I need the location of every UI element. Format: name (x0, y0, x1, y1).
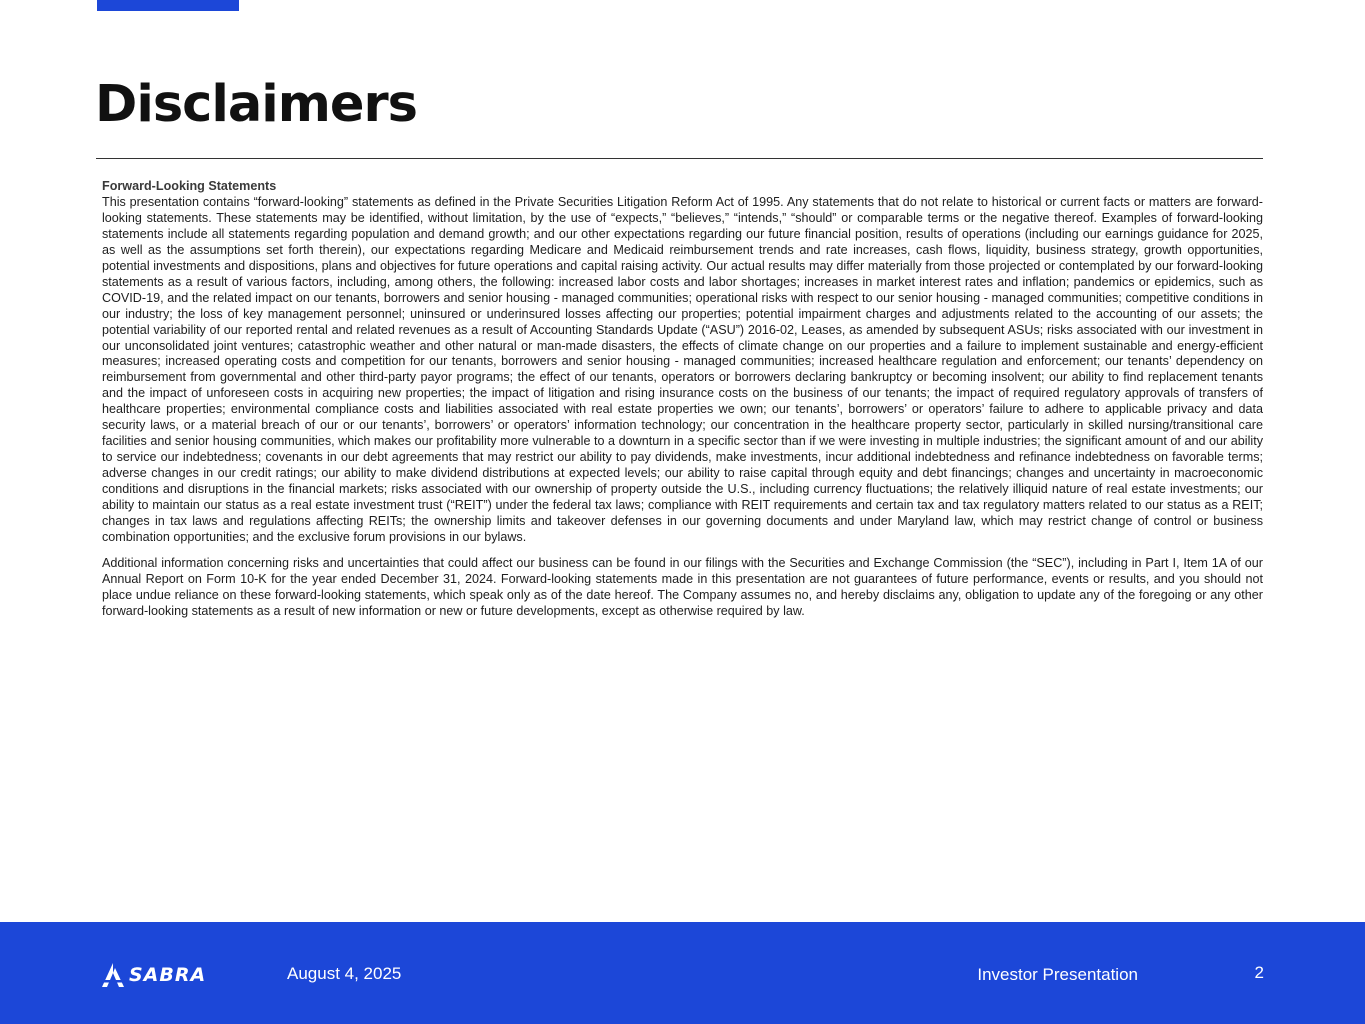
disclaimer-body (102, 179, 1263, 620)
page-number: 2 (1254, 963, 1264, 982)
disclaimer-paragraph-2: Additional information concerning risks and uncertainties that could affect our business can be found in our filings with the Securities and Exchange Commission (the “SEC”), including in Part I, Item 1A of our Annual Report on Form 10-K for the year ended December 31, 2024. Forward-looking statements made in this presentation are not guarantees of future performance, events or results, and you should not place undue reliance on these forward-looking statements, which speak only as of the date hereof. The Company assumes no, and hereby disclaims any, obligation to update any of the foregoing or any other forward-looking statements as a result of new information or new or future developments, except as otherwise required by law. (102, 555, 1263, 618)
company-logo (101, 962, 206, 988)
sabra-logo-icon (101, 962, 125, 988)
page-title: Disclaimers (95, 75, 418, 134)
footer-presentation-title: Investor Presentation (977, 965, 1138, 984)
footer-bar (0, 922, 1365, 1024)
top-accent-bar (97, 0, 239, 11)
footer-date: August 4, 2025 (287, 964, 402, 983)
logo-wordmark: SABRA (129, 964, 207, 986)
disclaimer-paragraph-1: This presentation contains “forward-looking” statements as defined in the Private Securities Litigation Reform Act of 1995. Any statements that do not relate to historical or current facts or matters are forward-looking statements. These statements may be identified, without limitation, by the use of “expects,” “believes,” “intends,” “should” or comparable terms or the negative thereof. Examples of forward-looking statements include all statements regarding population and demand growth; and our other expectations regarding our future financial position, results of operations (including our earnings guidance for 2025, as well as the assumptions set forth therein), our expectations regarding Medicare and Medicaid reimbursement trends and rate increases, cash flows, liquidity, business strategy, growth opportunities, potential investments and dispositions, plans and objectives for future operations and capital raising activity. Our actual results may differ materially from those projected or contemplated by our forward-looking statements as a result of various factors, including, among others, the following: increased labor costs and labor shortages; increases in market interest rates and inflation; pandemics or epidemics, such as COVID-19, and the related impact on our tenants, borrowers and senior housing - managed communities; operational risks with respect to our senior housing - managed communities; competitive conditions in our industry; the loss of key management personnel; uninsured or underinsured losses affecting our properties; potential impairment charges and adjustments related to the accounting of our assets; the potential variability of our reported rental and related revenues as a result of Accounting Standards Update (“ASU”) 2016-02, Leases, as amended by subsequent ASUs; risks associated with our investment in our unconsolidated joint ventures; catastrophic weather and other natural or man-made disasters, the effects of climate change on our properties and a failure to implement sustainable and energy-efficient measures; increased operating costs and competition for our tenants, borrowers and senior housing - managed communities; increased healthcare regulation and enforcement; our tenants’ dependency on reimbursement from governmental and other third-party payor programs; the effect of our tenants, operators or borrowers declaring bankruptcy or becoming insolvent; our ability to find replacement tenants and the impact of unforeseen costs in acquiring new properties; the impact of litigation and rising insurance costs on the business of our tenants; the impact of required regulatory approvals of transfers of healthcare properties; environmental compliance costs and liabilities associated with real estate properties we own; our tenants’, borrowers’ or operators’ failure to adhere to applicable privacy and data security laws, or a material breach of our or our tenants’, borrowers’ or operators’ information technology; our concentration in the healthcare property sector, particularly in skilled nursing/transitional care facilities and senior housing communities, which makes our profitability more vulnerable to a downturn in a specific sector than if we were investing in multiple industries; the significant amount of and our ability to service our indebtedness; covenants in our debt agreements that may restrict our ability to pay dividends, make investments, incur additional indebtedness and refinance indebtedness on favorable terms; adverse changes in our credit ratings; our ability to make dividend distributions at expected levels; our ability to raise capital through equity and debt financings; changes and uncertainty in macroeconomic conditions and disruptions in the financial markets; risks associated with our ownership of property outside the U.S., including currency fluctuations; the relatively illiquid nature of real estate investments; our ability to maintain our status as a real estate investment trust (“REIT”) under the federal tax laws; compliance with REIT requirements and certain tax and tax regulatory matters related to our status as a REIT; changes in tax laws and regulations affecting REITs; the ownership limits and takeover defenses in our governing documents and under Maryland law, which may restrict change of control or business combination opportunities; and the exclusive forum provisions in our bylaws. (102, 194, 1263, 544)
section-heading: Forward-Looking Statements (102, 179, 277, 193)
title-divider (96, 158, 1263, 159)
